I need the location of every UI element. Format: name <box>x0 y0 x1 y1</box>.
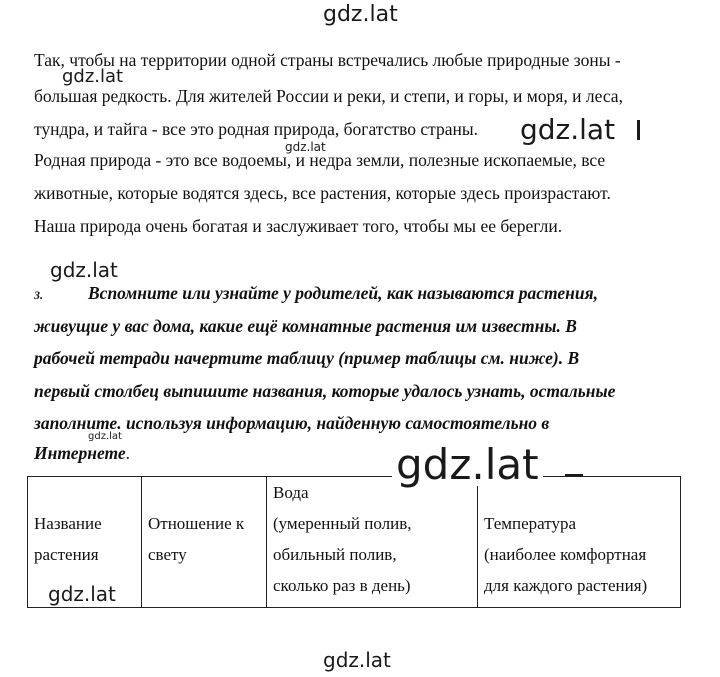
task-line: первый столбец выпишите названия, которые удалось узнать, остальные <box>34 381 616 401</box>
header-light: Отношение к свету <box>148 514 245 564</box>
paragraph-line: тундра, и тайга - все это родная природа, богатство страны. <box>34 119 478 139</box>
plants-table <box>27 476 681 608</box>
header-temperature: Температура (наиболее комфортная для каждого растения) <box>484 514 648 595</box>
paragraph-line: Так, чтобы на территории одной страны встречались любые природные зоны - <box>34 50 621 70</box>
task-number: 3. <box>34 288 43 302</box>
watermark-large: gdz.lat <box>392 444 543 486</box>
task-line: рабочей тетради начертите таблицу (пример таблицы см. ниже). В <box>34 348 580 368</box>
task-line <box>34 445 130 463</box>
watermark-small: gdz.lat <box>285 140 326 154</box>
watermark-bar <box>637 120 640 140</box>
task-line: живущие у вас дома, какие ещё комнатные растения им известны. В <box>34 316 577 336</box>
task-line-text: Интернете <box>34 443 126 463</box>
table-header-cell <box>142 477 267 608</box>
table-header-cell <box>267 477 478 608</box>
header-name-of-plant: Название растения <box>34 514 102 564</box>
table-header-cell <box>478 477 681 608</box>
task-line: Вспомните или узнайте у родителей, как называются растения, <box>88 283 599 303</box>
task-line-tail: . <box>125 443 131 463</box>
watermark: gdz.lat <box>44 584 120 604</box>
watermark-tiny: gdz.lat <box>88 431 122 442</box>
watermark-large: gdz.lat <box>520 113 616 146</box>
paragraph-line: Наша природа очень богатая и заслуживает того, чтобы мы ее берегли. <box>34 216 563 236</box>
watermark: gdz.lat <box>50 258 118 282</box>
task-line: заполните. используя информацию, найденную самостоятельно в <box>34 413 550 433</box>
paragraph-line: животные, которые водятся здесь, все растения, которые здесь произрастают. <box>34 183 611 203</box>
watermark: gdz.lat <box>62 66 124 87</box>
watermark-dash <box>565 474 583 476</box>
header-water: Вода (умеренный полив, обильный полив, сколько раз в день) <box>273 483 412 595</box>
paragraph-line: большая редкость. Для жителей России и реки, и степи, и горы, и моря, и леса, <box>34 86 623 106</box>
paragraph-line: Родная природа - это все водоемы, и недра земли, полезные ископаемые, все <box>34 150 606 170</box>
table-header-row <box>28 477 681 608</box>
watermark-top: gdz.lat <box>323 2 398 27</box>
watermark-bottom: gdz.lat <box>323 648 391 672</box>
